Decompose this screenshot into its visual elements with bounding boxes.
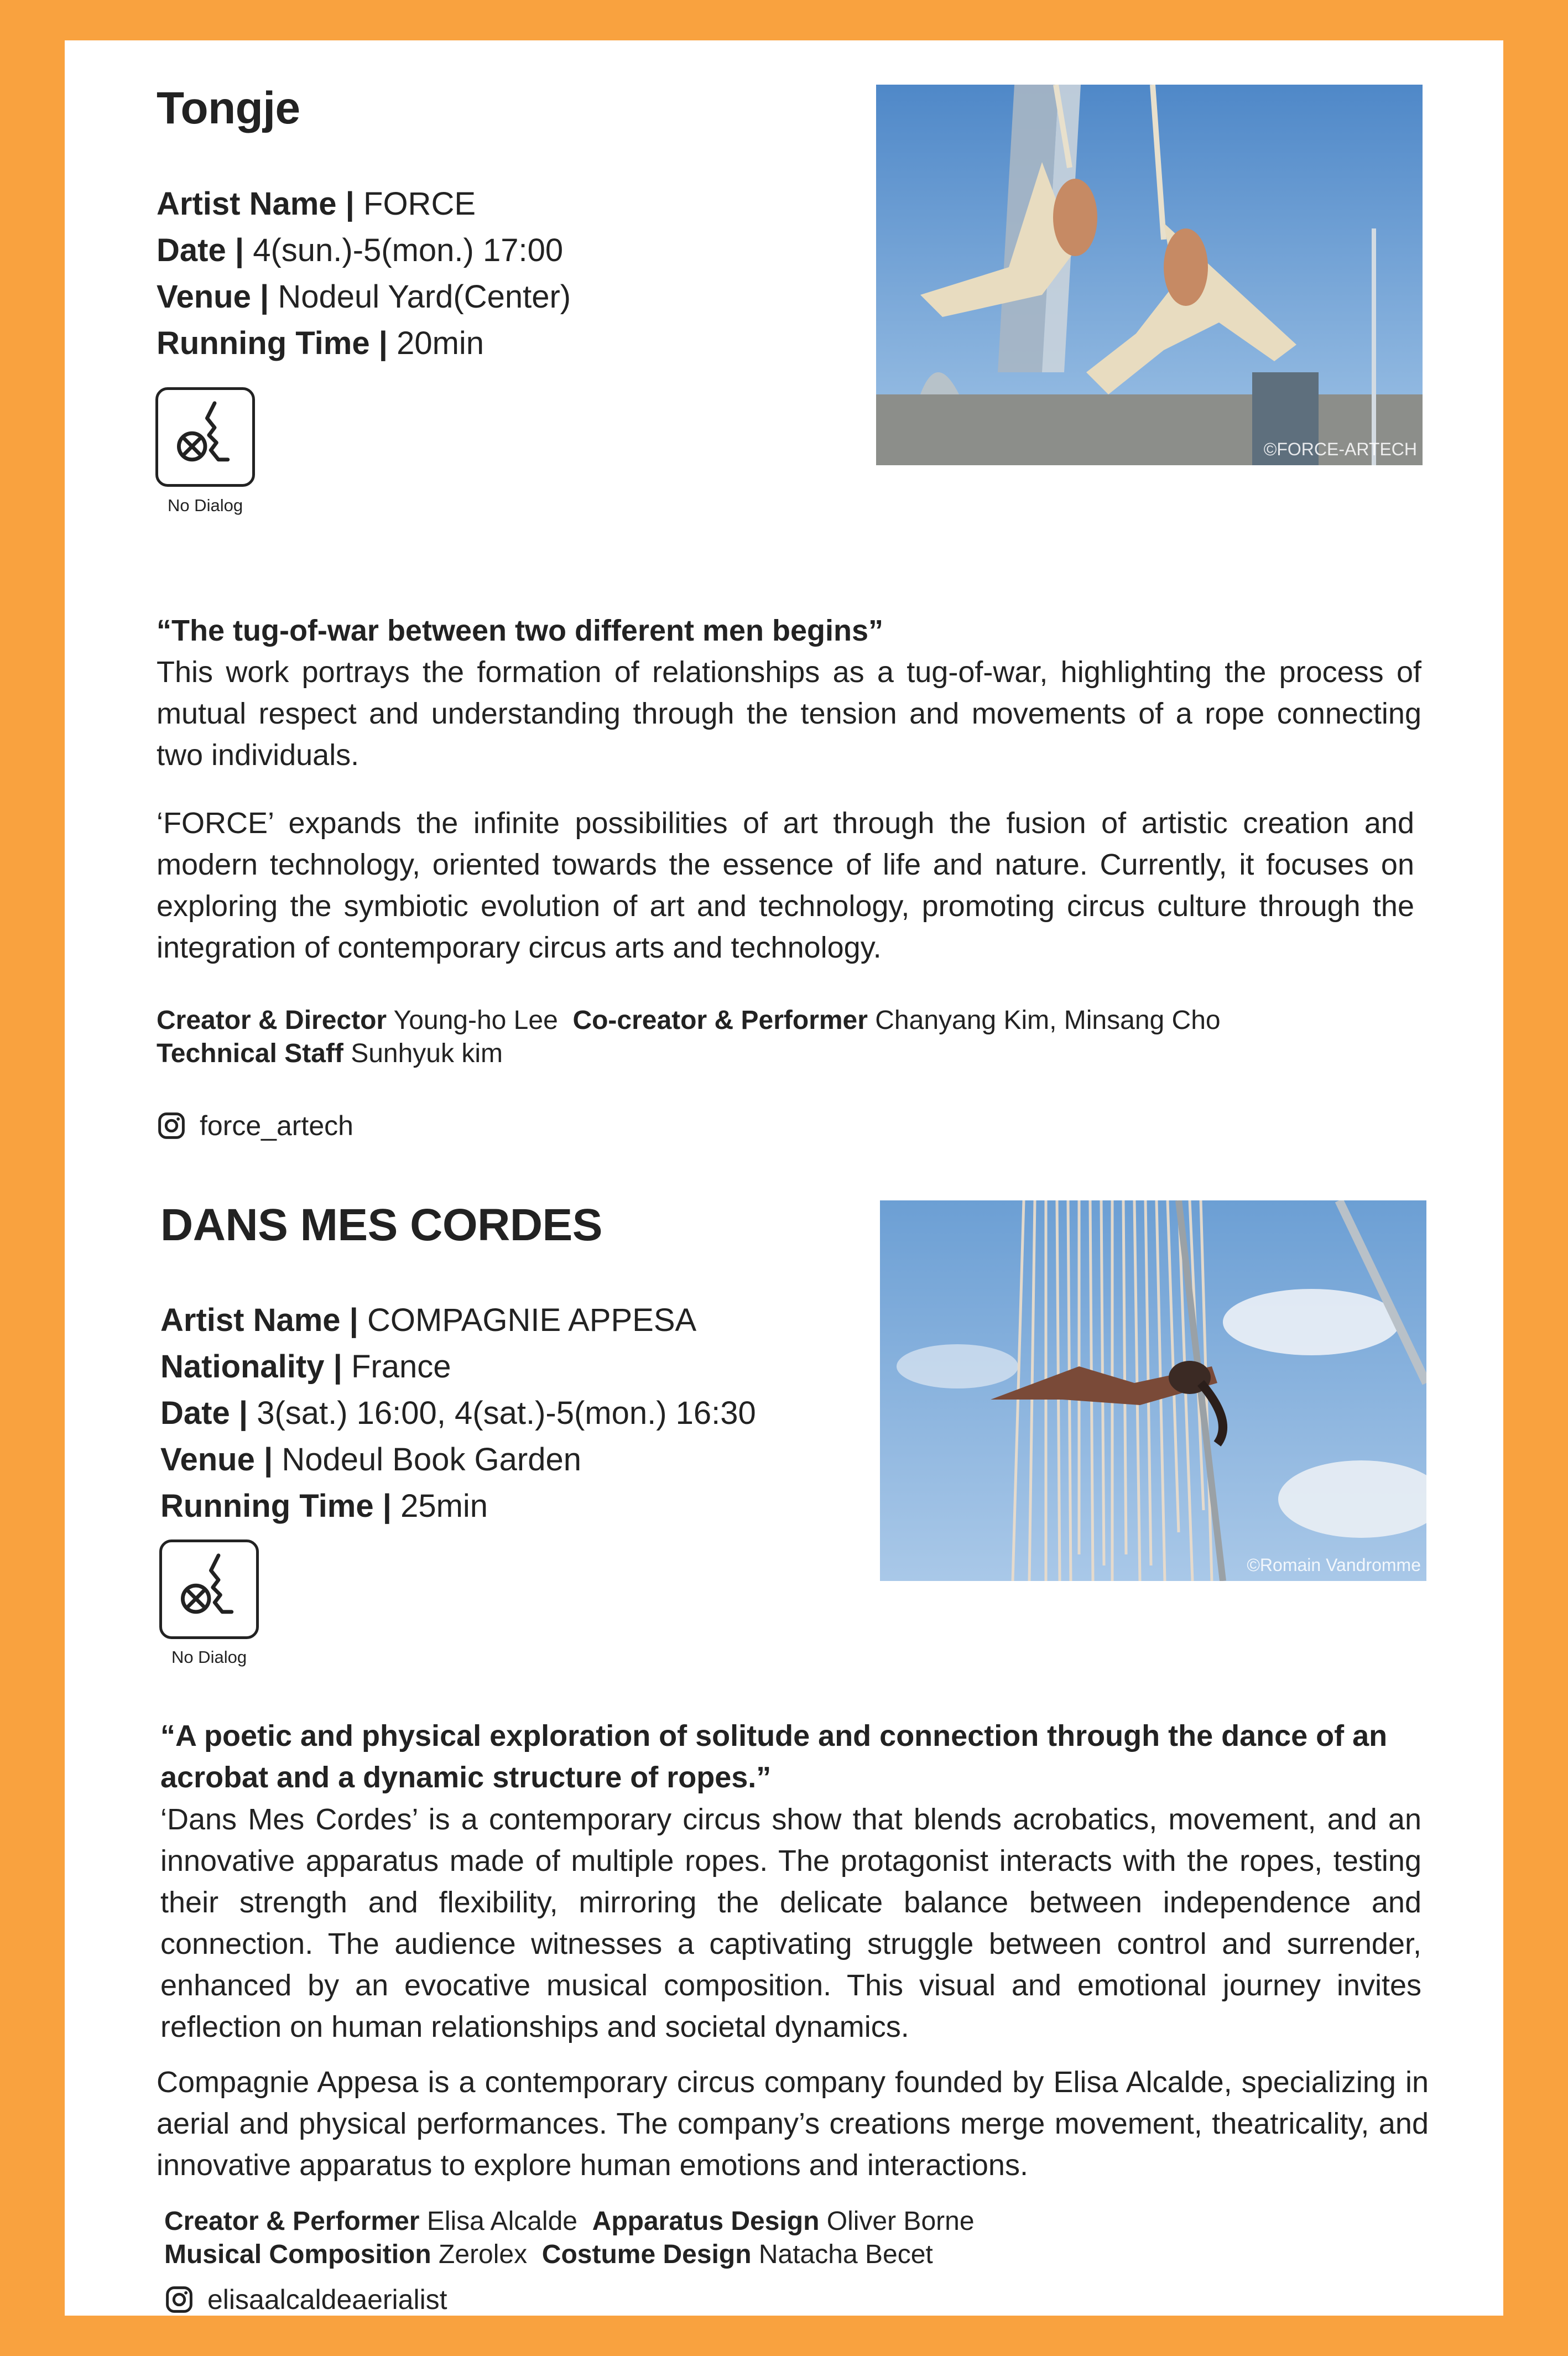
show-title: DANS MES CORDES (160, 1200, 602, 1250)
show-quote: “A poetic and physical exploration of solitude and connection through the dance of an acrobat and a dynamic structure of ropes.” (160, 1719, 1388, 1794)
photo-credit: ©Romain Vandromme (1247, 1555, 1421, 1575)
show-quote: “The tug-of-war between two different men begins” (157, 614, 884, 647)
credits-line: Creator & Performer Elisa Alcalde Apparatus Design Oliver Borne (164, 2207, 975, 2236)
credits (164, 2205, 975, 2271)
no-dialog-icon (159, 1540, 259, 1639)
company-paragraph: ‘FORCE’ expands the infinite possibilities of art through the fusion of artistic creation and modern technology, oriented towards the essence of life and nature. Currently, it focuses on exploring the symbiotic evolution of art and technology, promoting circus culture through the integration of contemporary circus arts and technology. (157, 807, 1414, 964)
credits-line: Musical Composition Zerolex Costume Design Natacha Becet (164, 2240, 933, 2269)
program-page (65, 40, 1503, 2316)
info-artist-name: Artist Name | FORCE (157, 186, 476, 222)
info-artist-name: Artist Name | COMPAGNIE APPESA (160, 1302, 697, 1338)
info-venue: Venue | Nodeul Yard(Center) (157, 279, 571, 315)
description-paragraph: ‘Dans Mes Cordes’ is a contemporary circus show that blends acrobatics, movement, and an innovative apparatus made of multiple ropes. The protagonist interacts with the ropes, testing their strength and flexibility, mirroring the delicate balance between independence and connection. The audience witnesses a captivating struggle between control and surrender, enhanced by an evocative musical composition. This visual and emotional journey invites reflection on human relationships and societal dynamics. (160, 1803, 1421, 2043)
show-title: Tongje (157, 83, 300, 133)
photo-credit: ©FORCE-ARTECH (1263, 439, 1417, 459)
info-running-time: Running Time | 25min (160, 1488, 488, 1524)
instagram-handle: force_artech (200, 1110, 353, 1141)
company-paragraph: Compagnie Appesa is a contemporary circus company founded by Elisa Alcalde, specializing in aerial and physical performances. The company’s creations merge movement, theatricality, and innovative apparatus to explore human emotions and interactions. (157, 2066, 1429, 2182)
performance-photo (876, 85, 1423, 465)
instagram-icon (164, 2285, 194, 2315)
info-venue: Venue | Nodeul Book Garden (160, 1442, 582, 1478)
instagram-link[interactable] (164, 2284, 447, 2316)
credits-line: Creator & Director Young-ho Lee Co-creator & Performer Chanyang Kim, Minsang Cho (157, 1006, 1221, 1035)
credits (157, 1004, 1221, 1070)
no-dialog-caption: No Dialog (167, 496, 243, 515)
no-dialog-caption: No Dialog (171, 1647, 247, 1667)
instagram-icon (157, 1111, 186, 1141)
performance-photo (880, 1200, 1426, 1581)
show-info (157, 181, 571, 367)
instagram-link[interactable] (157, 1110, 353, 1142)
info-running-time: Running Time | 20min (157, 325, 485, 361)
no-dialog-icon (155, 387, 255, 487)
info-date: Date | 3(sat.) 16:00, 4(sat.)-5(mon.) 16:30 (160, 1395, 756, 1431)
show-info (160, 1297, 756, 1530)
info-date: Date | 4(sun.)-5(mon.) 17:00 (157, 232, 564, 268)
instagram-handle: elisaalcaldeaerialist (207, 2284, 447, 2315)
description-paragraph: This work portrays the formation of relationships as a tug-of-war, highlighting the process of mutual respect and understanding through the tension and movements of a rope connecting two individuals. (157, 656, 1421, 772)
credits-line: Technical Staff Sunhyuk kim (157, 1039, 503, 1068)
info-nationality: Nationality | France (160, 1349, 451, 1385)
